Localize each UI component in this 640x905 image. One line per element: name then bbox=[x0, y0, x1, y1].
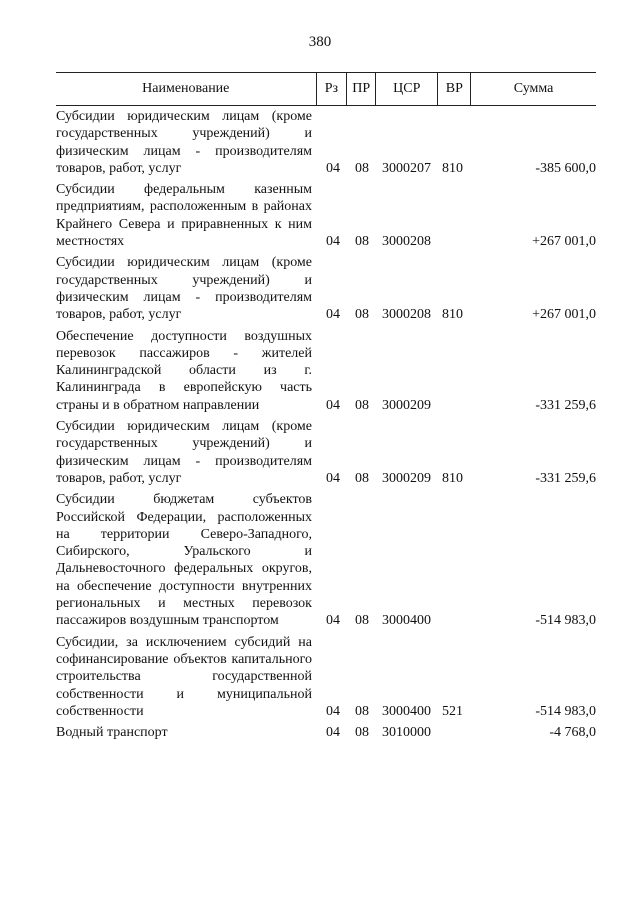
table-row bbox=[56, 181, 596, 250]
table-row bbox=[56, 418, 596, 487]
row-csr: 3010000 bbox=[382, 725, 431, 741]
row-name: Субсидии, за исключением субсидий на софинансирование объектов капитального строительства государственной собственности и муниципальной собственности bbox=[56, 634, 312, 719]
row-sum: +267 001,0 bbox=[532, 234, 596, 250]
row-pr: 08 bbox=[355, 307, 369, 323]
row-sum: -514 983,0 bbox=[535, 613, 596, 629]
table-header-row bbox=[56, 72, 596, 106]
header-name: Наименование bbox=[142, 81, 230, 96]
header-rz: Рз bbox=[316, 73, 347, 105]
row-csr: 3000208 bbox=[382, 307, 431, 323]
row-name: Субсидии федеральным казенным предприятиям, расположенным в районах Крайнего Севера и приравненных к ним местностях bbox=[56, 182, 312, 250]
row-csr: 3000208 bbox=[382, 234, 431, 250]
row-pr: 08 bbox=[355, 234, 369, 250]
row-pr: 08 bbox=[355, 613, 369, 629]
row-rz: 04 bbox=[326, 234, 340, 250]
row-sum: -385 600,0 bbox=[535, 160, 596, 176]
row-vr: 810 bbox=[442, 307, 463, 323]
row-pr: 08 bbox=[355, 725, 369, 741]
row-name: Субсидии бюджетам субъектов Российской Федерации, расположенных на территории Северо-Западного, Сибирского, Уральского и Дальневосточного федеральных округов, на обеспечение доступности внутренних региональных и местных перевозок пассажиров воздушным транспортом bbox=[56, 492, 312, 629]
header-vr: ВР bbox=[437, 73, 470, 105]
row-rz: 04 bbox=[326, 470, 340, 486]
row-name: Субсидии юридическим лицам (кроме государственных учреждений) и физическим лицам - производителям товаров, работ, услуг bbox=[56, 109, 312, 176]
row-vr: 521 bbox=[442, 703, 463, 719]
row-sum: -4 768,0 bbox=[549, 725, 596, 741]
row-pr: 08 bbox=[355, 703, 369, 719]
row-name: Водный транспорт bbox=[56, 725, 168, 741]
row-sum: +267 001,0 bbox=[532, 307, 596, 323]
row-csr: 3000400 bbox=[382, 613, 431, 629]
table-row bbox=[56, 634, 596, 720]
row-pr: 08 bbox=[355, 160, 369, 176]
row-vr: 810 bbox=[442, 160, 463, 176]
row-rz: 04 bbox=[326, 613, 340, 629]
row-rz: 04 bbox=[326, 725, 340, 741]
header-csr: ЦСР bbox=[375, 73, 437, 105]
table-row bbox=[56, 328, 596, 414]
row-sum: -331 259,6 bbox=[535, 470, 596, 486]
header-sum: Сумма bbox=[470, 73, 596, 105]
table-row bbox=[56, 108, 596, 177]
row-name: Субсидии юридическим лицам (кроме государственных учреждений) и физическим лицам - производителям товаров, работ, услуг bbox=[56, 255, 312, 323]
row-name: Обеспечение доступности воздушных перевозок пассажиров - жителей Калининградской области из г. Калининграда в европейскую часть страны и в обратном направлении bbox=[56, 328, 312, 413]
row-rz: 04 bbox=[326, 307, 340, 323]
page-number: 380 bbox=[308, 34, 332, 50]
row-vr: 810 bbox=[442, 470, 463, 486]
row-csr: 3000400 bbox=[382, 703, 431, 719]
budget-table bbox=[56, 72, 596, 741]
row-sum: -514 983,0 bbox=[535, 703, 596, 719]
row-name: Субсидии юридическим лицам (кроме государственных учреждений) и физическим лицам - производителям товаров, работ, услуг bbox=[56, 419, 312, 486]
row-csr: 3000207 bbox=[382, 160, 431, 176]
row-sum: -331 259,6 bbox=[535, 397, 596, 413]
row-rz: 04 bbox=[326, 703, 340, 719]
row-rz: 04 bbox=[326, 160, 340, 176]
row-pr: 08 bbox=[355, 470, 369, 486]
row-pr: 08 bbox=[355, 397, 369, 413]
header-pr: ПР bbox=[346, 73, 375, 105]
row-csr: 3000209 bbox=[382, 397, 431, 413]
table-row bbox=[56, 491, 596, 629]
table-row bbox=[56, 254, 596, 323]
table-row bbox=[56, 724, 596, 741]
row-rz: 04 bbox=[326, 397, 340, 413]
row-csr: 3000209 bbox=[382, 470, 431, 486]
